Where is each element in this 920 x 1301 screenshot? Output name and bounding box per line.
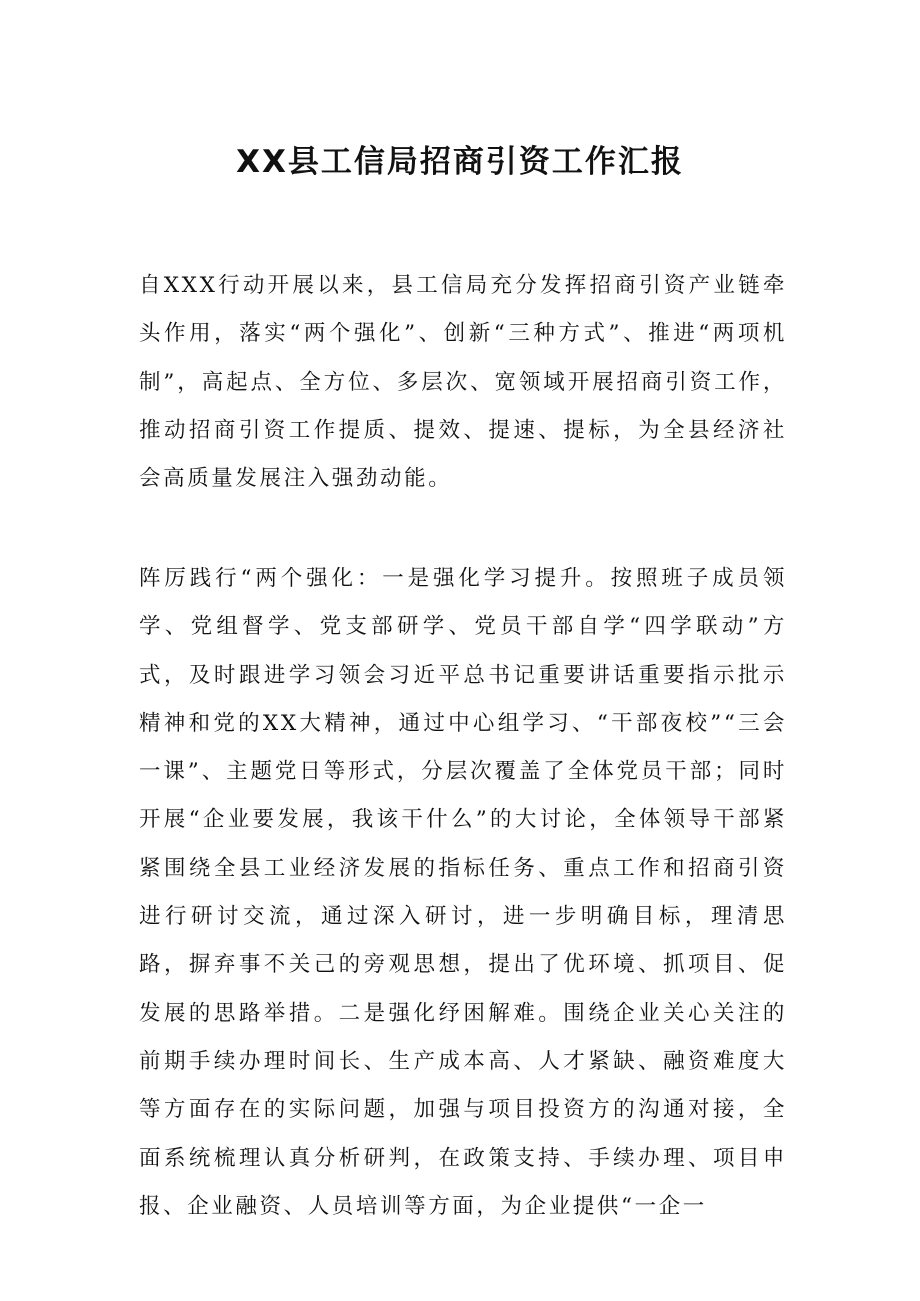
document-title: XX县工信局招商引资工作汇报 xyxy=(236,144,684,180)
paragraph-intro: 自XXX行动开展以来，县工信局充分发挥招商引资产业链牵头作用，落实“两个强化”、创新“三种方式”、推进“两项机制”，高起点、全方位、多层次、宽领域开展招商引资工作，推动招商引资工作提质、提效、提速、提标，为全县经济社会高质量发展注入强劲动能。 xyxy=(139,273,787,492)
paragraph-two-strengthenings: 阵厉践行“两个强化：一是强化学习提升。按照班子成员领学、党组督学、党支部研学、党员干部自学“四学联动”方式，及时跟进学习领会习近平总书记重要讲话重要指示批示精神和党的XX大精神，通过中心组学习、“干部夜校”“三会一课”、主题党日等形式，分层次覆盖了全体党员干部；同时开展“企业要发展，我该干什么”的大讨论，全体领导干部紧紧围绕全县工业经济发展的指标任务、重点工作和招商引资进行研讨交流，通过深入研讨，进一步明确目标，理清思路，摒弃事不关己的旁观思想，提出了优环境、抓项目、促发展的思路举措。二是强化纾困解难。围绕企业关心关注的前期手续办理时间长、生产成本高、人才紧缺、融资难度大等方面存在的实际问题，加强与项目投资方的沟通对接，全面系统梳理认真分析研判，在政策支持、手续办理、项目申报、企业融资、人员培训等方面，为企业提供“一企一 xyxy=(139,566,787,1219)
